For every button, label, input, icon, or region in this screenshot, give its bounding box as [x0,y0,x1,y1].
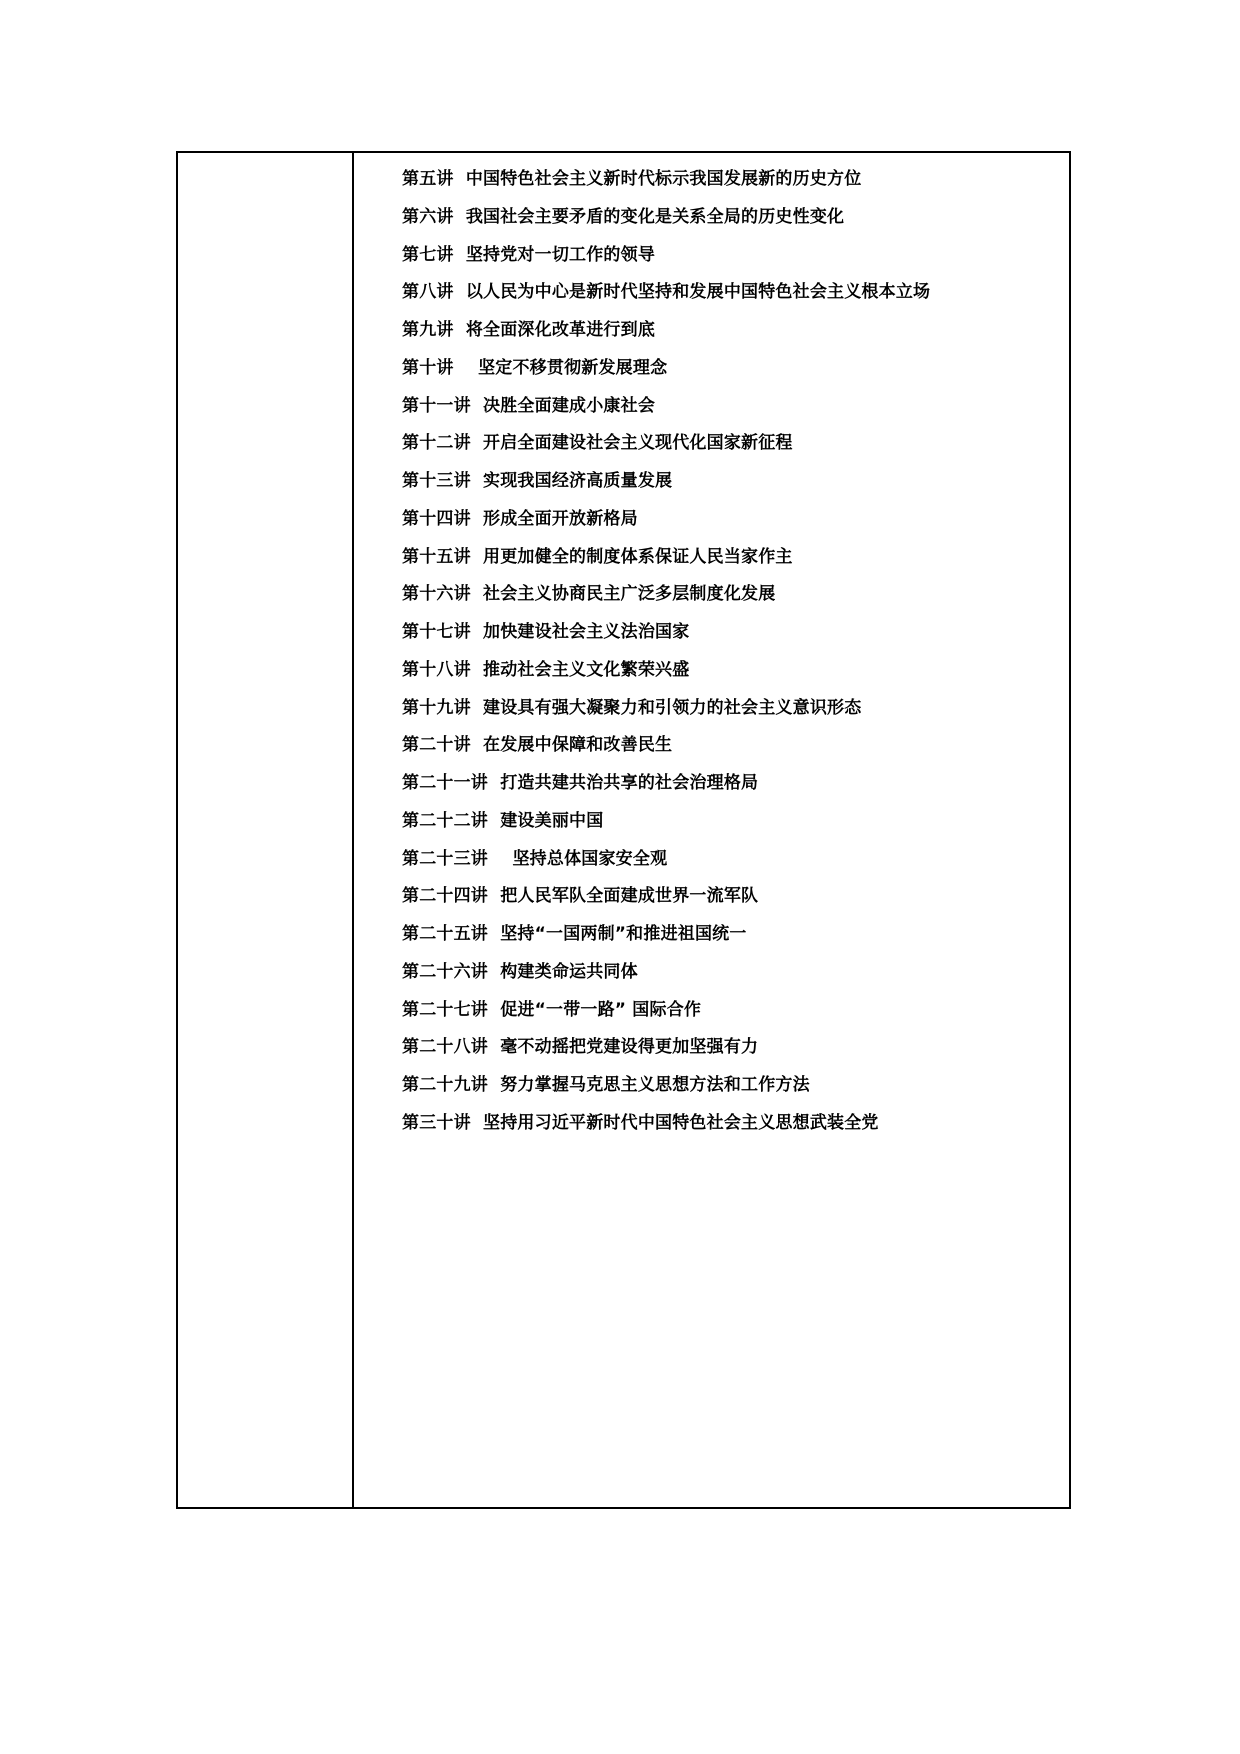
lecture-item: 第二十七讲 促进“一带一路” 国际合作 [402,999,702,1020]
lecture-item: 第十九讲 建设具有强大凝聚力和引领力的社会主义意识形态 [402,697,862,718]
lecture-item: 第十七讲 加快建设社会主义法治国家 [402,622,690,642]
lecture-item: 第九讲 将全面深化改革进行到底 [402,320,656,340]
lecture-item: 第十五讲 用更加健全的制度体系保证人民当家作主 [402,546,793,567]
lecture-item: 第三十讲 坚持用习近平新时代中国特色社会主义思想武装全党 [402,1112,879,1133]
syllabus-table [176,151,1071,1509]
lecture-item: 第十六讲 社会主义协商民主广泛多层制度化发展 [402,584,776,605]
lecture-item: 第二十九讲 努力掌握马克思主义思想方法和工作方法 [402,1075,810,1095]
lecture-item: 第十八讲 推动社会主义文化繁荣兴盛 [402,659,690,680]
lecture-item: 第十三讲 实现我国经济高质量发展 [402,471,673,491]
lecture-item: 第二十二讲 建设美丽中国 [402,810,604,831]
lecture-item: 第八讲 以人民为中心是新时代坚持和发展中国特色社会主义根本立场 [402,282,931,303]
lecture-item: 第五讲 中国特色社会主义新时代标示我国发展新的历史方位 [402,169,862,189]
lecture-item: 第十讲 坚定不移贯彻新发展理念 [402,357,668,378]
lecture-item: 第六讲 我国社会主要矛盾的变化是关系全局的历史性变化 [402,206,845,227]
lecture-item: 第二十四讲 把人民军队全面建成世界一流军队 [402,886,759,907]
lecture-item: 第二十八讲 毫不动摇把党建设得更加坚强有力 [402,1037,759,1058]
lecture-item: 第十二讲 开启全面建设社会主义现代化国家新征程 [402,433,793,454]
lecture-item: 第二十讲 在发展中保障和改善民生 [402,735,673,756]
lecture-item: 第二十三讲 坚持总体国家安全观 [402,848,668,869]
lecture-item: 第十一讲 决胜全面建成小康社会 [402,395,656,416]
lecture-item: 第十四讲 形成全面开放新格局 [402,508,638,529]
lecture-list [402,161,930,1143]
lecture-item: 第二十六讲 构建类命运共同体 [402,961,638,982]
lecture-item: 第二十一讲 打造共建共治共享的社会治理格局 [402,773,759,793]
lecture-item: 第二十五讲 坚持“一国两制”和推进祖国统一 [402,924,747,944]
table-label-cell [178,153,354,1507]
lecture-item: 第七讲 坚持党对一切工作的领导 [402,244,656,265]
